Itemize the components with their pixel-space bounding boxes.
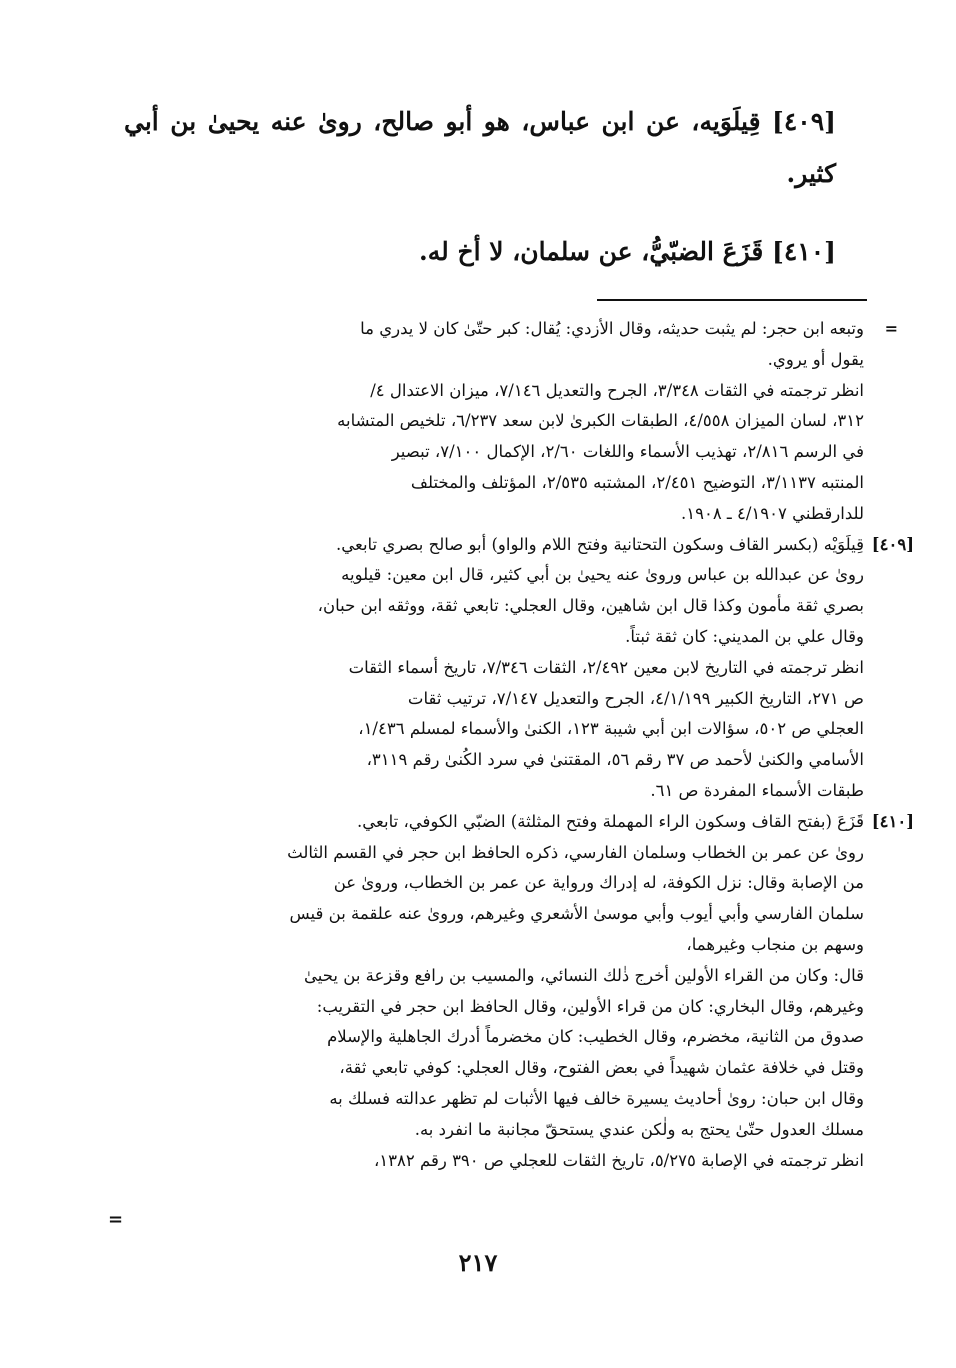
note-line: روىٰ عن عبدالله بن عباس وروىٰ عنه يحيىٰ بن أبي كثير، قال ابن معين: قيلويه [341, 565, 864, 585]
note-line: بصري ثقة مأمون وكذا قال ابن شاهين، وقال العجلي: تابعي ثقة، ووثقه ابن حبان، [317, 596, 864, 616]
note-line: المنتبه ٣/١١٣٧، التوضيح ٢/٤٥١، المشتبه ٢/٥٣٥، المؤتلف والمختلف [410, 472, 864, 492]
note-line: طبقات الأسماء المفردة ص ٦١. [650, 780, 864, 800]
page-number: ٢١٧ [458, 1248, 498, 1277]
footnotes [122, 314, 914, 1176]
note-line: وقال علي بن المديني: كان ثقة ثبتاً. [625, 626, 864, 646]
note-line: انظر ترجمته في الإصابة ٥/٢٧٥، تاريخ الثقات للعجلي ص ٣٩٠ رقم ١٣٨٢، [373, 1150, 864, 1170]
footnote-continuation [122, 314, 898, 530]
note-line: ص ٢٧١، التاريخ الكبير ٤/١/١٩٩، الجرح والتعديل ٧/١٤٧، ترتيب ثقات [407, 688, 864, 708]
footnote-410 [122, 807, 914, 1177]
note-line: وتبعه ابن حجر: لم يثبت حديثه، وقال الأزدي: يُقال: كبر حتّىٰ كان لا يدري ما [360, 319, 864, 338]
note-line: سلمان الفارسي وأبي أيوب وأبي موسىٰ الأشعري وغيرهم، وروىٰ عنه علقمة بن قيس [289, 904, 864, 924]
footnote-409 [122, 530, 914, 807]
note-line: يقول أو يروي. [767, 349, 864, 369]
note-line: قَزَعَ (بفتح القاف وسكون الراء المهملة وفتح المثلثة) الضبّي الكوفي، تابعي. [357, 811, 864, 831]
continuation-marker-end: = [108, 1209, 124, 1230]
note-line: روىٰ عن عمر بن الخطاب وسلمان الفارسي، ذكره الحافظ ابن حجر في القسم الثالث [287, 842, 864, 862]
note-line: وقال ابن حبان: روىٰ أحاديث يسيرة خالف فيها الأثبات لم تظهر عدالته فسلك به [329, 1088, 864, 1108]
note-line: للدارقطني ٤/١٩٠٧ ـ ١٩٠٨. [680, 503, 864, 523]
note-line: وسهم بن منجاب وغيرهما، [686, 934, 864, 954]
note-line: الأسامي والكنىٰ لأحمد ص ٣٧ رقم ٥٦، المقتنىٰ في سرد الكُنىٰ رقم ٣١١٩، [366, 750, 864, 770]
main-entry-410: [٤١٠] قَزَعَ الضبّيُّ، عن سلمان، لا أخ له. [419, 237, 836, 266]
note-line: قِيلَوَيْه (بكسر القاف وسكون التحتانية وفتح اللام والواو) أبو صالح بصري تابعي. [335, 534, 864, 554]
note-line: انظر ترجمته في الثقات ٣/٣٤٨، الجرح والتعديل ٧/١٤٦، ميزان الاعتدال ٤/ [370, 380, 864, 400]
note-line: مسلك العدول حتّىٰ يحتج به ولٰكن عندي يستحقّ مجانبة ما انفرد به. [414, 1119, 864, 1139]
note-line: ٣١٢، لسان الميزان ٤/٥٥٨، الطبقات الكبرىٰ لابن سعد ٦/٢٣٧، تلخيص المتشابه [337, 411, 864, 431]
note-line: في الرسم ٢/٨١٦، تهذيب الأسماء واللغات ٢/٦٠، الإكمال ٧/١٠٠، تبصير [391, 442, 864, 462]
main-entry-409: [٤٠٩] قِيلَوَيه، عن ابن عباس، هو أبو صالح، روىٰ عنه يحيىٰ بن أبي كثير. [124, 107, 836, 188]
note-line: قال: وكان من القراء الأولين أخرج ذٰلك النسائي، والمسيب بن رافع وقزعة بن يحيىٰ [304, 965, 864, 985]
note-line: العجلي ص ٥٠٢، سؤالات ابن أبي شيبة ١٢٣، الكنىٰ والأسماء لمسلم ١/٤٣٦، [358, 719, 864, 739]
footnote-409-marker: [٤٠٩] [871, 534, 914, 554]
note-line: صدوق من الثانية، مخضرم، وقال الخطيب: كان مخضرماً أدرك الجاهلية والإسلام [327, 1027, 864, 1047]
note-line: من الإصابة وقال: نزل الكوفة، له إدراك ورواية عن عمر بن الخطاب، وروىٰ عن [333, 873, 864, 893]
continuation-marker: = [884, 319, 898, 338]
note-line: انظر ترجمته في التاريخ لابن معين ٢/٤٩٢، الثقات ٧/٣٤٦، تاريخ أسماء الثقات [348, 657, 864, 677]
footnote-410-marker: [٤١٠] [871, 811, 914, 831]
note-line: وغيرهم، وقال البخاري: كان من قراء الأولين، وقال الحافظ ابن حجر في التقريب: [316, 996, 864, 1016]
note-line: وقتل في خلافة عثمان شهيداً في بعض الفتوح، وقال العجلي: كوفي تابعي ثقة، [339, 1058, 864, 1078]
footnote-separator [597, 299, 867, 301]
